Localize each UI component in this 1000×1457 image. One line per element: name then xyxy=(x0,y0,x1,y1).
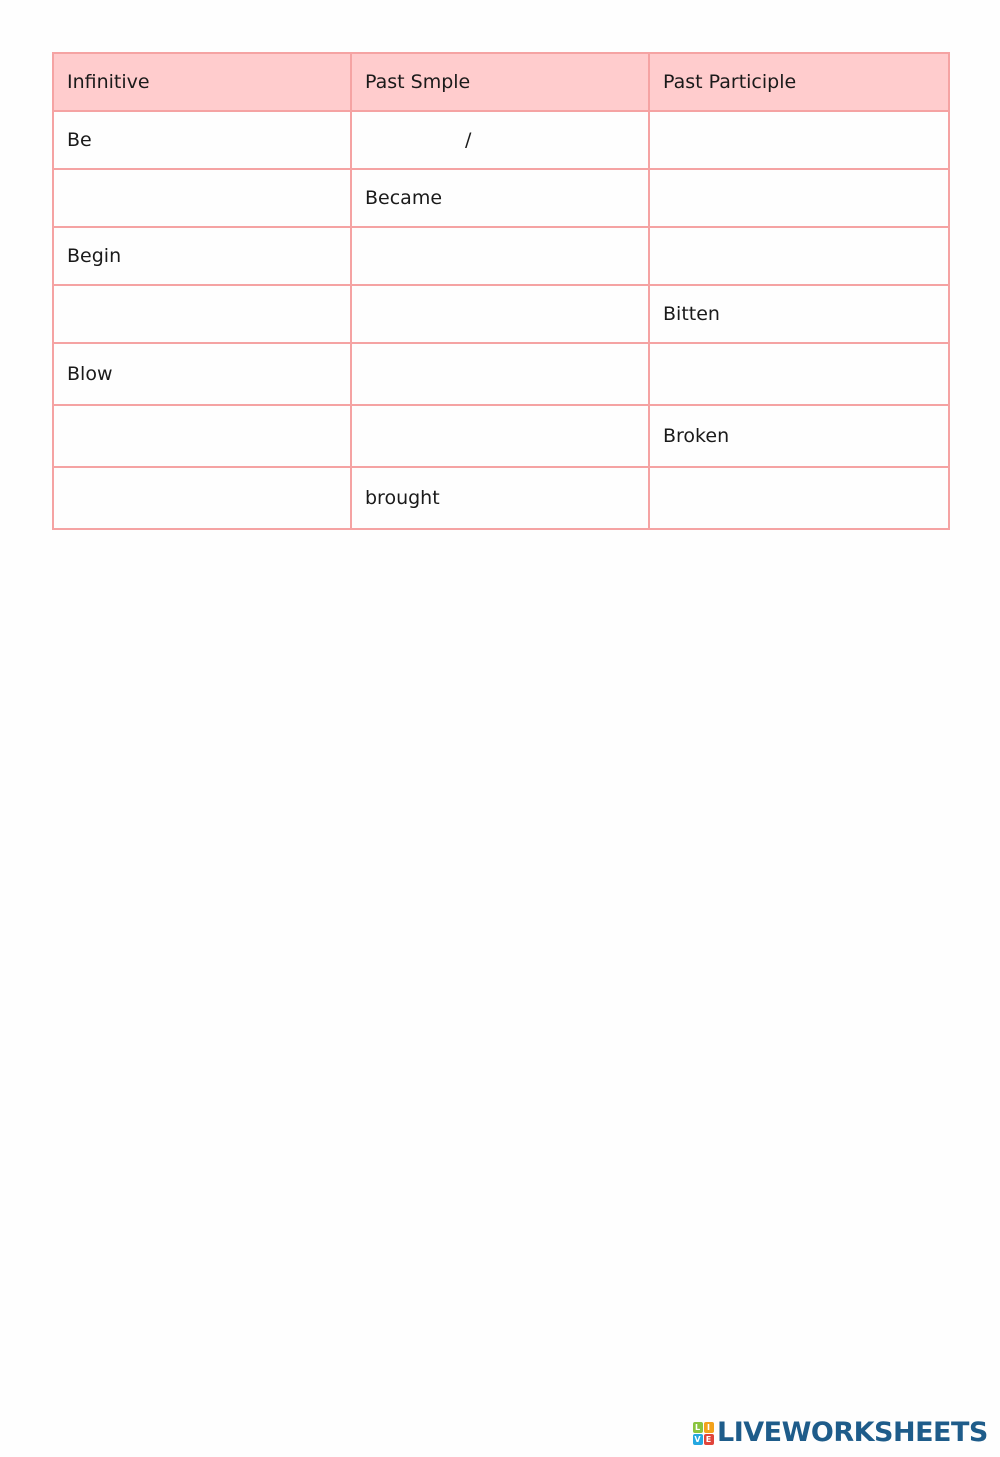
brand-name: LIVEWORKSHEETS xyxy=(717,1417,988,1448)
header-past-participle: Past Participle xyxy=(649,53,949,111)
table-row xyxy=(53,111,949,169)
cell-past-participle: Bitten xyxy=(649,285,949,343)
header-past-simple: Past Smple xyxy=(351,53,649,111)
cell-past-simple xyxy=(351,111,649,169)
cell-past-participle xyxy=(649,343,949,405)
cell-infinitive xyxy=(53,467,351,529)
table-header-row xyxy=(53,53,949,111)
cell-infinitive: Blow xyxy=(53,343,351,405)
table-row xyxy=(53,405,949,467)
cell-past-simple: Became xyxy=(351,169,649,227)
cell-past-simple xyxy=(351,343,649,405)
liveworksheets-logo xyxy=(692,1418,988,1448)
table-row xyxy=(53,343,949,405)
cell-past-participle xyxy=(649,111,949,169)
cell-past-participle xyxy=(649,467,949,529)
table-row xyxy=(53,467,949,529)
table-row xyxy=(53,227,949,285)
cell-past-participle xyxy=(649,227,949,285)
liveworksheets-logo-icon: L I V E xyxy=(692,1421,714,1445)
table-row xyxy=(53,169,949,227)
cell-infinitive xyxy=(53,285,351,343)
cell-slash-text: / xyxy=(465,129,472,151)
cell-past-simple xyxy=(351,227,649,285)
cell-infinitive: Be xyxy=(53,111,351,169)
verb-forms-table xyxy=(52,52,950,530)
table-row xyxy=(53,285,949,343)
header-infinitive: Infinitive xyxy=(53,53,351,111)
cell-infinitive: Begin xyxy=(53,227,351,285)
cell-past-simple xyxy=(351,405,649,467)
cell-past-participle xyxy=(649,169,949,227)
cell-infinitive xyxy=(53,405,351,467)
cell-past-simple: brought xyxy=(351,467,649,529)
cell-past-simple xyxy=(351,285,649,343)
cell-past-participle: Broken xyxy=(649,405,949,467)
cell-infinitive xyxy=(53,169,351,227)
